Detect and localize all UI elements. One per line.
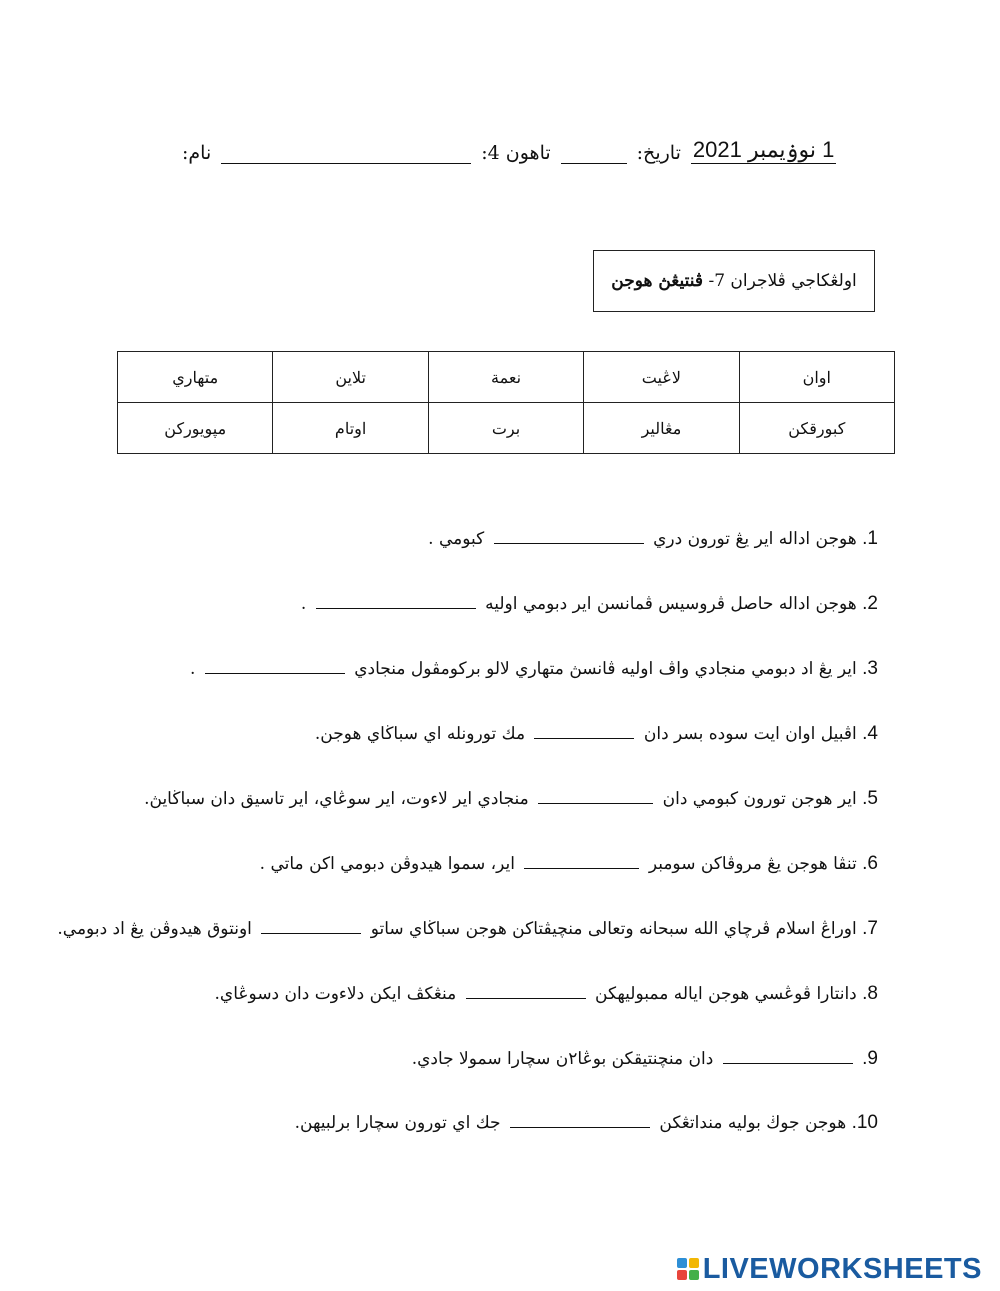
question-text-before: اير يڠ اد دبومي منجادي واڤ اوليه ڤانسڽ متهاري لالو برکومڤول منجادي bbox=[354, 659, 857, 679]
question-text-before: اڤبيل اوان ايت سوده بسر دان bbox=[643, 724, 857, 744]
question-3 bbox=[190, 657, 878, 680]
answer-blank[interactable] bbox=[538, 787, 653, 804]
word-cell: مڠالير bbox=[584, 403, 739, 454]
word-cell: لاڠيت bbox=[584, 352, 739, 403]
question-text-after: اير، سموا هيدوڤن دبومي اکن ماتي . bbox=[259, 854, 515, 874]
question-text-before: هوجن جوڬ بوليه منداتڠکن bbox=[659, 1113, 847, 1133]
answer-blank[interactable] bbox=[534, 722, 634, 739]
word-bank-row bbox=[118, 403, 895, 454]
word-cell: اوان bbox=[739, 352, 894, 403]
question-text-after: دان منچنتيقکن بوڠا٢ن سچارا سمولا جادي. bbox=[411, 1049, 714, 1069]
question-number: 9. bbox=[862, 1048, 878, 1069]
date-value: 1 نوۏيمبر 2021 bbox=[692, 137, 835, 162]
question-2 bbox=[301, 592, 878, 615]
answer-blank[interactable] bbox=[205, 657, 345, 674]
answer-blank[interactable] bbox=[524, 852, 639, 869]
question-text-before: اير هوجن تورون کبومي دان bbox=[662, 789, 857, 809]
question-number: 6. bbox=[862, 853, 878, 874]
answer-blank[interactable] bbox=[466, 982, 586, 999]
question-9 bbox=[412, 1047, 878, 1070]
word-cell: تلاين bbox=[273, 352, 428, 403]
word-cell: کبورقکن bbox=[739, 403, 894, 454]
date-label: تاريخ: bbox=[636, 142, 681, 164]
logo-text: LIVEWORKSHEETS bbox=[702, 1252, 982, 1285]
logo-square bbox=[689, 1270, 699, 1280]
logo-square bbox=[677, 1270, 687, 1280]
logo-square bbox=[689, 1258, 699, 1268]
word-cell: نعمة bbox=[428, 352, 583, 403]
answer-blank[interactable] bbox=[510, 1111, 650, 1128]
question-text-before: هوجن اداله حاصل ڤروسيس ڤمانسن اير دبومي اوليه bbox=[485, 594, 857, 614]
title-box bbox=[593, 250, 875, 312]
word-bank-table bbox=[117, 351, 895, 454]
answer-blank[interactable] bbox=[261, 917, 361, 934]
question-6 bbox=[260, 852, 878, 875]
question-text-before: دانتارا ڤوڠسي هوجن اياله ممبوليهکن bbox=[595, 984, 857, 1004]
answer-blank[interactable] bbox=[316, 592, 476, 609]
name-input-line[interactable] bbox=[221, 141, 471, 164]
question-number: 8. bbox=[862, 983, 878, 1004]
question-number: 1. bbox=[862, 528, 878, 549]
question-text-after: . bbox=[300, 594, 307, 614]
question-10 bbox=[295, 1111, 878, 1134]
question-number: 2. bbox=[862, 593, 878, 614]
word-bank-row bbox=[118, 352, 895, 403]
name-label: نام: bbox=[182, 142, 212, 164]
question-number: 3. bbox=[862, 658, 878, 679]
answer-blank[interactable] bbox=[723, 1047, 853, 1064]
question-text-after: منڠکڤ ايکن دلاءوت دان دسوڠاي. bbox=[214, 984, 457, 1004]
question-text-after: . bbox=[189, 659, 196, 679]
question-number: 10. bbox=[851, 1112, 878, 1133]
question-text-after: جك اي تورون سچارا برلبيهن. bbox=[294, 1113, 501, 1133]
question-text-after: مك تورونله اي سباڬاي هوجن. bbox=[314, 724, 526, 744]
word-cell: مپويورکن bbox=[118, 403, 273, 454]
header-line bbox=[182, 128, 882, 164]
title-topic: ڤنتيڠڽ هوجن bbox=[611, 271, 704, 291]
question-text-before: تنڤا هوجن يڠ مروڤاکن سومبر bbox=[648, 854, 857, 874]
question-5 bbox=[144, 787, 878, 810]
question-7 bbox=[57, 917, 878, 940]
word-cell: متهاري bbox=[118, 352, 273, 403]
title-prefix: اولڠکاجي ڤلاجران 7- bbox=[708, 271, 857, 291]
class-label: تاهون 4: bbox=[481, 142, 551, 164]
question-1 bbox=[428, 527, 878, 550]
logo-square bbox=[677, 1258, 687, 1268]
question-text-after: کبومي . bbox=[428, 529, 485, 549]
question-text-after: منجادي اير لاءوت، اير سوڠاي، اير تاسيق دان سباڬايڽ. bbox=[144, 789, 529, 809]
question-8 bbox=[215, 982, 879, 1005]
question-number: 5. bbox=[862, 788, 878, 809]
question-text-before: هوجن اداله اير يڠ تورون دري bbox=[653, 529, 857, 549]
question-text-after: اونتوق هيدوڤن يڠ اد دبومي. bbox=[57, 919, 252, 939]
question-4 bbox=[315, 722, 878, 745]
question-number: 4. bbox=[862, 723, 878, 744]
class-input-line[interactable] bbox=[561, 141, 627, 164]
logo-squares-icon bbox=[677, 1258, 699, 1280]
question-number: 7. bbox=[862, 918, 878, 939]
question-text-before: اوراڠ اسلام ڤرچاي الله سبحانه وتعالى منچيڤتاکن هوجن سباڬاي ساتو bbox=[370, 919, 857, 939]
answer-blank[interactable] bbox=[494, 527, 644, 544]
word-cell: برت bbox=[428, 403, 583, 454]
word-cell: اوتام bbox=[273, 403, 428, 454]
liveworksheets-logo bbox=[677, 1253, 982, 1285]
